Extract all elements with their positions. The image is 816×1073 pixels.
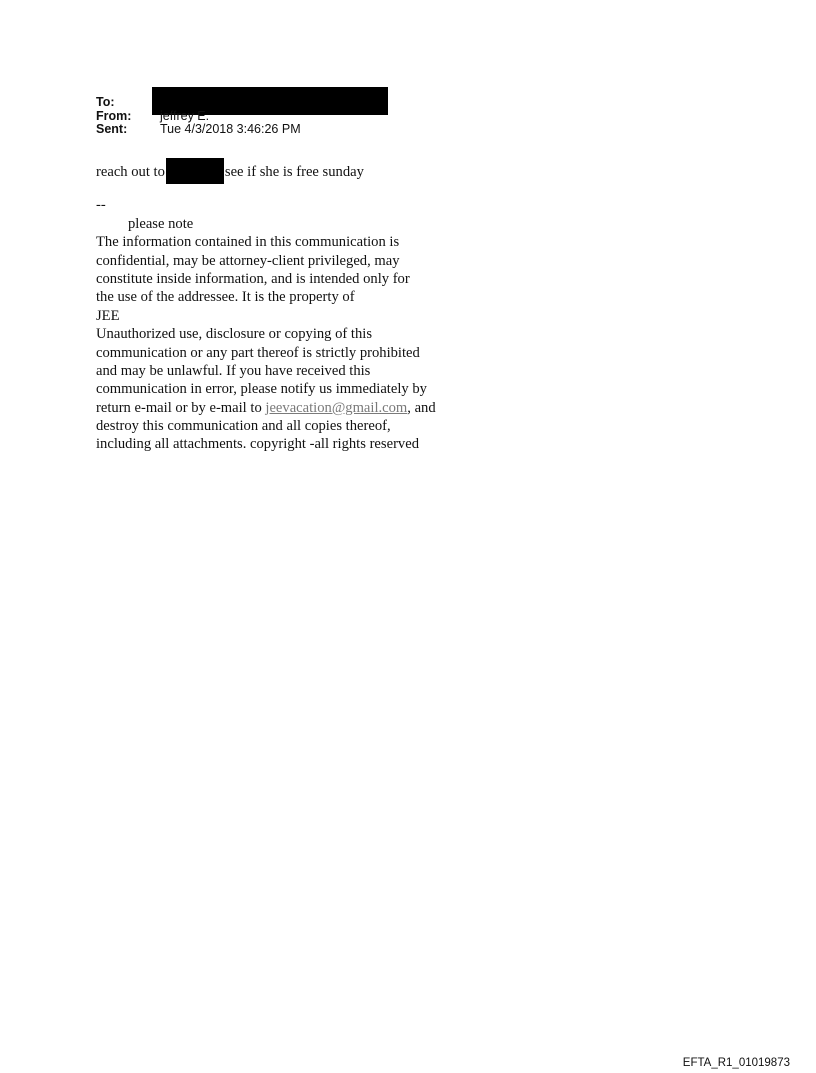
from-value: jeffrey E. bbox=[160, 108, 210, 123]
sent-label: Sent: bbox=[96, 122, 128, 136]
return-line-prefix: return e-mail or by e-mail to bbox=[96, 399, 266, 416]
disclaimer-line: communication in error, please notify us immediately by bbox=[96, 381, 427, 398]
sent-value: Tue 4/3/2018 3:46:26 PM bbox=[160, 122, 301, 136]
disclaimer-line: the use of the addressee. It is the property of bbox=[96, 289, 355, 306]
disclaimer-line: communication or any part thereof is strictly prohibited bbox=[96, 344, 420, 361]
disclaimer-line: Unauthorized use, disclosure or copying of this bbox=[96, 326, 373, 343]
disclaimer-line: destroy this communication and all copies thereof, bbox=[96, 418, 391, 435]
signature-separator: -- bbox=[96, 197, 106, 214]
disclaimer-line: The information contained in this communication is bbox=[96, 234, 400, 251]
to-label: To: bbox=[96, 95, 115, 109]
disclaimer-line: JEE bbox=[96, 307, 120, 324]
return-line-suffix: , and bbox=[407, 399, 436, 416]
redacted-name bbox=[166, 158, 224, 184]
message-text-before: reach out to bbox=[96, 164, 165, 180]
email-link[interactable]: jeevacation@gmail.com bbox=[265, 399, 408, 416]
note-heading: please note bbox=[128, 215, 194, 232]
disclaimer-line: constitute inside information, and is intended only for bbox=[96, 270, 410, 287]
disclaimer-line: confidential, may be attorney-client privileged, may bbox=[96, 252, 400, 269]
disclaimer-line: including all attachments. copyright -all rights reserved bbox=[96, 436, 419, 453]
message-text-after: see if she is free sunday bbox=[224, 164, 364, 180]
email-body bbox=[96, 158, 496, 454]
disclaimer-email-line bbox=[96, 399, 496, 417]
message-line bbox=[96, 158, 496, 180]
document-id: EFTA_R1_01019873 bbox=[682, 1057, 790, 1069]
disclaimer-line: and may be unlawful. If you have received this bbox=[96, 362, 371, 379]
from-label: From: bbox=[96, 108, 132, 123]
